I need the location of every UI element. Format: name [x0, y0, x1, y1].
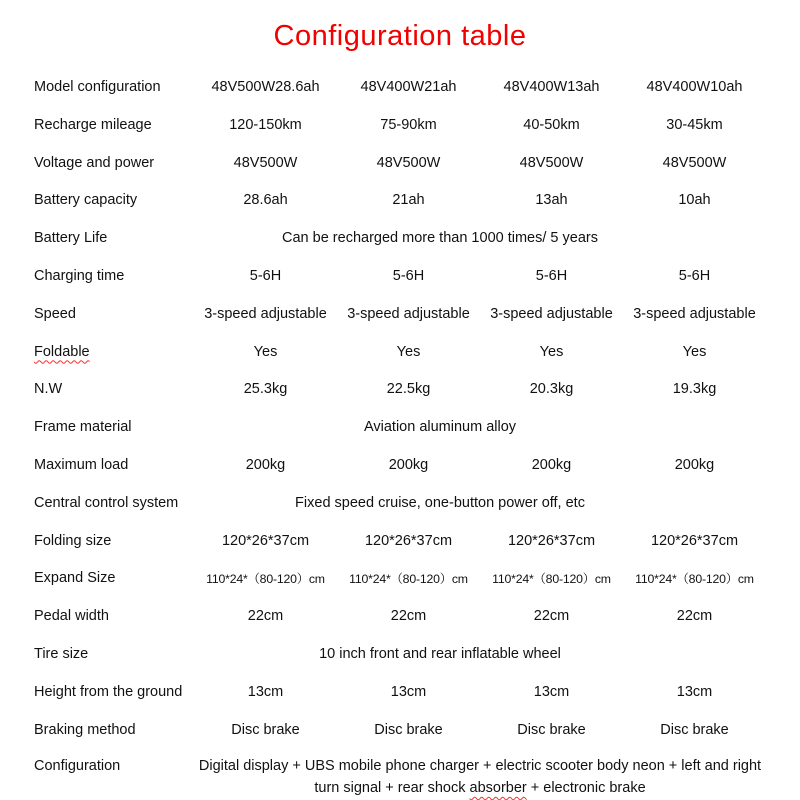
row-label: Battery Life [34, 230, 108, 247]
row-label: Battery capacity [34, 192, 138, 209]
row-value: Disc brake [660, 721, 729, 738]
row-value: 25.3kg [243, 381, 288, 398]
table-row [34, 712, 766, 750]
row-value: 22.5kg [386, 381, 431, 398]
row-value: 13cm [533, 683, 570, 700]
row-label: Expand Size [34, 570, 116, 587]
row-label: Frame material [34, 419, 132, 436]
row-value: 5-6H [249, 268, 282, 284]
row-value: 40-50km [523, 116, 580, 133]
row-value: 20.3kg [529, 381, 574, 398]
row-value: Yes [539, 343, 564, 360]
row-label: Recharge mileage [34, 116, 152, 133]
row-value: 3-speed adjustable [490, 305, 613, 322]
table-row [34, 636, 766, 674]
table-row [34, 220, 766, 258]
row-value: 200kg [388, 456, 429, 473]
row-label: Tire size [34, 645, 89, 662]
table-row [34, 258, 766, 296]
row-value: 110*24*（80-120）cm [635, 572, 754, 587]
row-value: 120*26*37cm [650, 532, 739, 549]
row-value: 13ah [535, 192, 568, 209]
row-label: N.W [34, 381, 63, 398]
table-row [34, 182, 766, 220]
row-value: 110*24*（80-120）cm [492, 572, 611, 587]
row-value: Yes [396, 343, 421, 360]
row-value: 200kg [245, 456, 286, 473]
row-label: Braking method [34, 721, 136, 738]
row-value: 5-6H [535, 268, 568, 284]
row-value: 120*26*37cm [507, 532, 596, 549]
row-value: 30-45km [666, 116, 723, 133]
row-value: 3-speed adjustable [633, 305, 756, 322]
table-row [34, 598, 766, 636]
row-label: Speed [34, 305, 76, 322]
row-value: 28.6ah [243, 192, 288, 209]
row-value: 48V500W [519, 154, 584, 171]
row-value: 3-speed adjustable [204, 305, 327, 322]
table-row [34, 107, 766, 145]
row-value: Disc brake [231, 721, 300, 738]
row-span-value: Fixed speed cruise, one-button power off, etc [295, 494, 585, 511]
row-value: 48V500W [662, 154, 727, 171]
row-value: 10ah [678, 192, 711, 209]
table-row [34, 674, 766, 712]
row-value: 110*24*（80-120）cm [349, 572, 468, 587]
row-value: 200kg [531, 456, 572, 473]
row-label: Central control system [34, 494, 179, 511]
row-value: 120*26*37cm [221, 532, 310, 549]
row-value: 48V500W [233, 154, 298, 171]
table-row [34, 523, 766, 561]
table-row [34, 69, 766, 107]
row-value: Yes [253, 343, 278, 360]
row-value: Disc brake [374, 721, 443, 738]
row-label: Maximum load [34, 456, 129, 473]
row-value: 3-speed adjustable [347, 305, 470, 322]
span-text-part: absorber [469, 780, 527, 797]
span-text-part: + electronic brake [526, 780, 646, 797]
row-value: 22cm [533, 608, 570, 625]
row-value: 48V400W10ah [646, 79, 743, 96]
row-span-value: Aviation aluminum alloy [363, 419, 517, 436]
row-value: 21ah [392, 192, 425, 209]
row-value: 5-6H [678, 268, 711, 284]
row-value: Yes [682, 343, 707, 360]
row-span-value: 10 inch front and rear inflatable wheel [319, 645, 561, 662]
row-span-value: Can be recharged more than 1000 times/ 5 years [282, 230, 598, 247]
row-value: 48V400W21ah [360, 79, 457, 96]
row-value: 22cm [247, 608, 284, 625]
row-span-value [194, 756, 766, 800]
table-row [34, 749, 766, 800]
row-label: Charging time [34, 268, 125, 284]
row-value: 48V500W [376, 154, 441, 171]
row-value: 22cm [676, 608, 713, 625]
row-label: Pedal width [34, 608, 109, 625]
row-label: Foldable [34, 343, 90, 360]
row-value: 48V500W28.6ah [211, 79, 320, 96]
table-row [34, 485, 766, 523]
table-row [34, 371, 766, 409]
row-value: 19.3kg [672, 381, 717, 398]
row-value: 5-6H [392, 268, 425, 284]
row-value: 120-150km [229, 116, 302, 133]
row-label: Height from the ground [34, 683, 183, 700]
table-row [34, 296, 766, 334]
row-value: Disc brake [517, 721, 586, 738]
table-row [34, 447, 766, 485]
table-row [34, 145, 766, 183]
span-text-part: Digital display + UBS mobile phone charger + electric scooter body neon + left and right turn signal + rear shock [198, 758, 762, 797]
row-value: 75-90km [380, 116, 437, 133]
row-label: Configuration [34, 758, 121, 775]
page-title: Configuration table [273, 20, 527, 52]
row-value: 13cm [390, 683, 427, 700]
table-row [34, 409, 766, 447]
row-value: 13cm [247, 683, 284, 700]
row-value: 110*24*（80-120）cm [206, 572, 325, 587]
row-label: Voltage and power [34, 154, 155, 171]
row-value: 22cm [390, 608, 427, 625]
row-value: 48V400W13ah [503, 79, 600, 96]
row-value: 200kg [674, 456, 715, 473]
config-table [34, 69, 766, 800]
row-label: Folding size [34, 532, 112, 549]
table-row [34, 560, 766, 598]
row-value: 120*26*37cm [364, 532, 453, 549]
row-value: 13cm [676, 683, 713, 700]
table-row [34, 334, 766, 372]
row-label: Model configuration [34, 79, 161, 96]
